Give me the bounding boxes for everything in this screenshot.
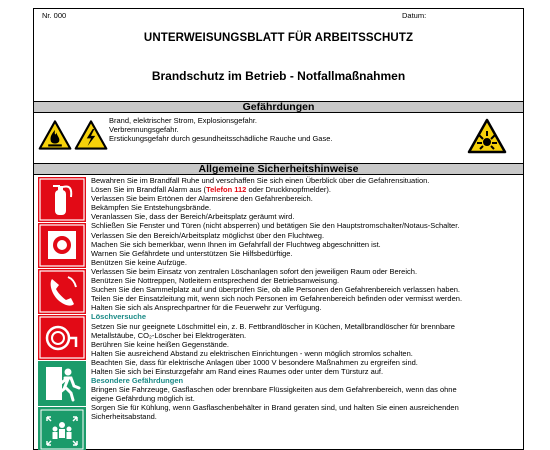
instruction-line: Halten Sie ausreichend Abstand zu elektrischen Einrichtungen - wenn möglich stromlos schalten.	[91, 348, 413, 358]
instruction-line: Berühren Sie keine heißen Gegenstände.	[91, 339, 230, 349]
instruction-line: Teilen Sie der Einsatzleitung mit, wenn sich noch Personen im Gefahrenbereich befinden oder vermisst werden.	[91, 294, 463, 304]
subheading-loeschversuche: Löschversuche	[91, 312, 147, 322]
page-subtitle: Brandschutz im Betrieb - Notfallmaßnahmen	[151, 69, 406, 83]
instruction-line: Benützen Sie Nottreppen, Notleitern entsprechend der Betriebsanweisung.	[91, 276, 340, 286]
instruction-line: Benützen Sie keine Aufzüge.	[91, 257, 187, 267]
assembly-point-icon	[38, 407, 86, 450]
electric-warning-icon	[74, 118, 108, 152]
instruction-line: Verlassen Sie den Bereich/Arbeitsplatz möglichst über den Fluchtweg.	[91, 230, 325, 240]
instruction-line: Halten Sie sich bei Einsturzgefahr am Rand eines Raumes oder unter dem Türsturz auf.	[91, 366, 384, 376]
emergency-phone-number: Telefon 112	[206, 185, 247, 195]
instruction-line: Sicherheitsabstand.	[91, 412, 157, 422]
explosion-warning-icon	[467, 118, 507, 154]
safety-instructions	[91, 176, 521, 422]
instruction-line: eigene Gefährdung möglich ist.	[91, 394, 195, 404]
emergency-exit-icon	[38, 361, 86, 406]
instruction-line: Machen Sie sich bemerkbar, wenn Ihnen im Gefahrfall der Fluchtweg abgeschnitten ist.	[91, 239, 381, 249]
hazard-line: Brand, elektrischer Strom, Explosionsgefahr.	[109, 116, 257, 125]
instruction-line: Sorgen Sie für Kühlung, wenn Gasflaschenbehälter in Brand geraten sind, und halten Sie einen ausreichenden	[91, 403, 459, 413]
page-title: UNTERWEISUNGSBLATT FÜR ARBEITSSCHUTZ	[143, 32, 414, 44]
instruction-line: Veranlassen Sie, dass der Bereich/Arbeitsplatz geräumt wird.	[91, 212, 295, 222]
fire-alarm-button-icon	[38, 223, 86, 268]
instruction-line: Verlassen Sie beim Einsatz von zentralen Löschanlagen sofort den jeweiligen Raum oder Bereich.	[91, 266, 418, 276]
hazard-line: Erstickungsgefahr durch gesundheitsschädliche Rauche und Gase.	[109, 134, 333, 143]
instruction-line: Warnen Sie Gefährdete und unterstützen Sie Hilfsbedürftige.	[91, 248, 293, 258]
hazards-row	[34, 113, 523, 163]
flame-warning-icon	[38, 118, 72, 152]
instruction-line: Beachten Sie, dass für elektrische Anlagen über 1000 V besondere Maßnahmen zu ergreifen sind.	[91, 357, 418, 367]
top-bar	[34, 9, 523, 21]
instruction-line: Suchen Sie den Sammelplatz auf und überprüfen Sie, ob alle Personen den Gefahrenbereich verlassen haben.	[91, 285, 460, 295]
instruction-line: Schließen Sie Fenster und Türen (nicht absperren) und betätigen Sie den Hauptstromschalter/Notaus-Schalter.	[91, 221, 460, 231]
fire-hose-icon	[38, 315, 86, 360]
hazards-section-header: Gefährdungen	[34, 101, 523, 113]
hazard-line: Verbrennungsgefahr.	[109, 125, 179, 134]
safety-section-header: Allgemeine Sicherheitshinweise	[34, 163, 523, 175]
fire-extinguisher-icon	[38, 177, 86, 222]
instruction-line: Halten Sie sich als Ansprechpartner für die Feuerwehr zur Verfügung.	[91, 303, 322, 313]
instruction-line: Verlassen Sie beim Ertönen der Alarmsirene den Gefahrenbereich.	[91, 194, 313, 204]
instruction-line: Bewahren Sie im Brandfall Ruhe und verschaffen Sie sich einen Überblick über die Gefahrensituation.	[91, 176, 430, 185]
instruction-line: Metallstäube, CO₂-Löscher bei Elektrogeräten.	[91, 330, 247, 340]
subheading-besondere-gefaehrdungen: Besondere Gefährdungen	[91, 376, 184, 386]
instruction-line: Lösen Sie im Brandfall Alarm aus (Telefon 112 oder Druckknopfmelder).	[91, 185, 331, 195]
instruction-line: Setzen Sie nur geeignete Löschmittel ein, z. B. Fettbrandlöscher in Küchen, Metallbrandlöscher für brennbare	[91, 321, 455, 331]
instruction-line: Bekämpfen Sie Entstehungsbrände.	[91, 203, 212, 213]
instruction-sheet	[33, 8, 524, 450]
instruction-line: Bringen Sie Fahrzeuge, Gasflaschen oder brennbare Flüssigkeiten aus dem Gefahrenbereich, wenn das ohne	[91, 385, 457, 395]
fire-emergency-phone-icon	[38, 269, 86, 314]
document-number: Nr. 000	[42, 11, 67, 20]
date-label: Datum:	[402, 11, 427, 20]
